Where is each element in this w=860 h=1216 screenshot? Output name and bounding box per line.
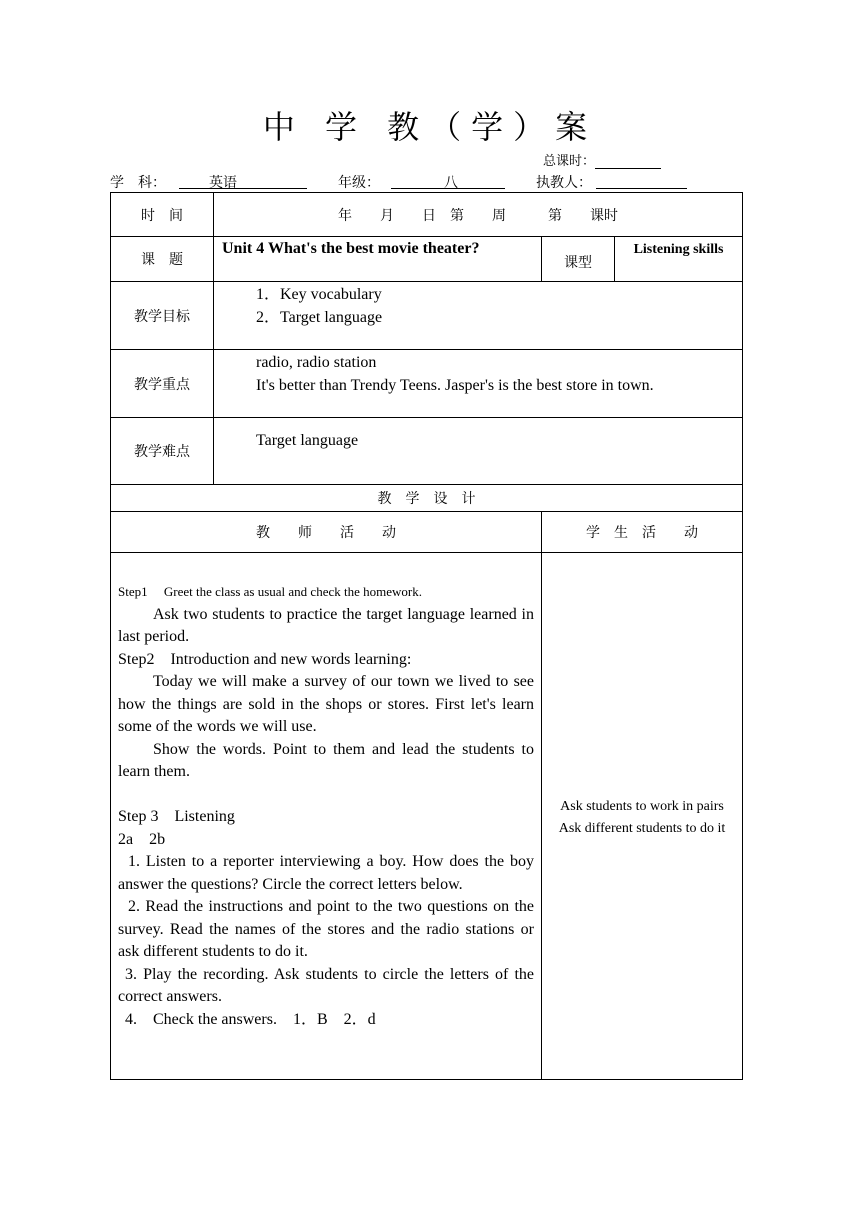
teacher-label: 执教人： [536,175,592,191]
total-hours [543,150,661,169]
step3-item3: 3. Play the recording. Ask students to circle the letters of the correct answers. [118,965,534,1005]
lesson-plan-table [110,192,743,1080]
design-row [111,485,743,512]
subject-label: 学 科： [110,175,166,191]
activity-content-row [111,553,743,1080]
topic-value: Unit 4 What's the best movie theater? [214,237,542,282]
design-label: 教 学 设 计 [111,485,743,512]
goals-cell [214,282,743,350]
total-hours-blank [595,154,661,169]
topic-label: 课 题 [111,237,214,282]
goal-item: 1．Key vocabulary [256,286,382,303]
grade-value: 八 [444,175,458,191]
subject-value: 英语 [209,175,237,191]
goals-row [111,282,743,350]
activity-header-row [111,512,743,553]
step1-text: Ask two students to practice the target language learned in last period. [118,605,534,645]
time-label: 时 间 [111,193,214,237]
step3-item1: 1. Listen to a reporter interviewing a boy. How does the boy answer the questions? Circle the correct letters below. [118,853,534,893]
step1-title: Step1 Greet the class as usual and check the homework. [118,584,422,599]
key-points-row [111,350,743,418]
student-activities-cell [542,553,743,1080]
step3-item2: 2. Read the instructions and point to the two questions on the survey. Read the names of the stores and the radio stations or ask different students to do it. [118,898,534,960]
key-point-item: radio, radio station [256,354,377,371]
student-activity-item: Ask different students to do it [558,821,726,836]
difficult-label: 教学难点 [111,418,214,485]
time-row [111,193,743,237]
time-value: 年 月 日 第 周 第 课时 [214,193,743,237]
total-hours-label: 总课时： [543,154,596,169]
step2-text1: Today we will make a survey of our town we lived to see how the things are sold in the shops or stores. First let's learn some of the words we will use. [118,673,534,735]
step3-sub: 2a 2b [118,830,166,848]
student-activity-header: 学 生 活 动 [542,512,743,553]
topic-row [111,237,743,282]
student-activity-item: Ask students to work in pairs [560,799,724,814]
teacher-activities-cell [111,553,542,1080]
step3-title: Step 3 Listening [118,808,235,825]
step3-item4: 4. Check the answers. 1．B 2．d [125,1010,376,1028]
teacher-activity-header: 教 师 活 动 [111,512,542,553]
step2-title: Step2 Introduction and new words learning: [118,650,412,668]
grade-label: 年级： [338,175,380,191]
step2-text2: Show the words. Point to them and lead the students to learn them. [118,740,534,780]
key-points-cell [214,350,743,418]
goals-label: 教学目标 [111,282,214,350]
key-points-label: 教学重点 [111,350,214,418]
type-label: 课型 [542,237,615,282]
key-point-item: It's better than Trendy Teens. Jasper's is the best store in town. [256,377,654,394]
difficult-row [111,418,743,485]
difficult-value: Target language [214,418,743,485]
page-title: 中 学 教（学）案 [262,108,598,146]
goal-item: 2．Target language [256,309,383,326]
type-value: Listening skills [615,237,743,282]
spacer [118,784,534,807]
